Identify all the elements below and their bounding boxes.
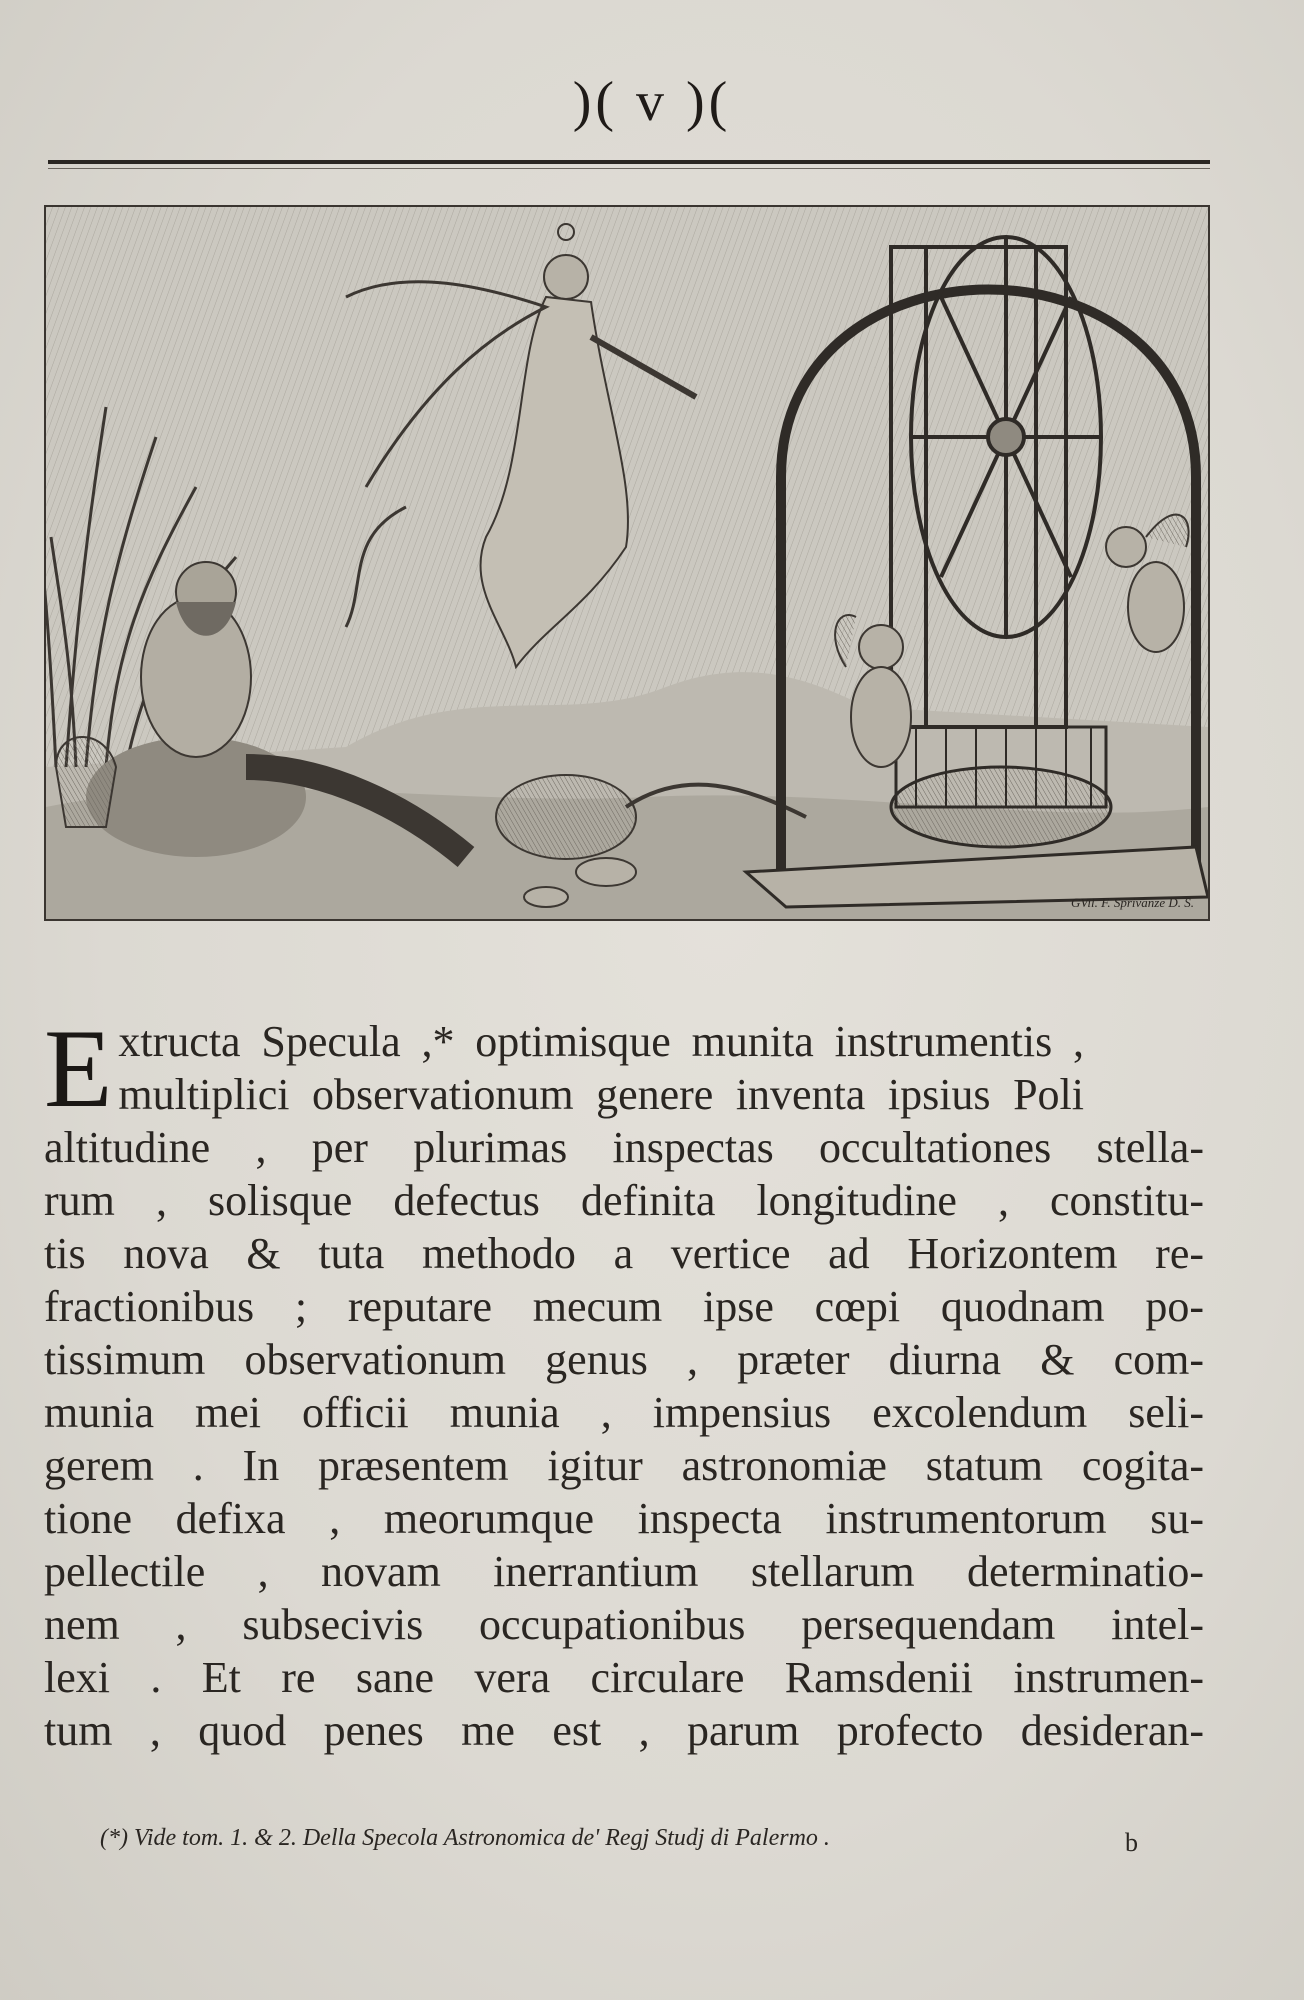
text-line: tissimum observationum genus , præter diurna & com- [44, 1335, 1204, 1384]
text-line: rum , solisque defectus definita longitudine , constitu- [44, 1176, 1204, 1225]
text-line: tis nova & tuta methodo a vertice ad Horizontem re- [44, 1229, 1204, 1278]
footnote: (*) Vide tom. 1. & 2. Della Specola Astronomica de' Regj Studj di Palermo . [100, 1825, 830, 1851]
text-line: munia mei officii munia , impensius excolendum seli- [44, 1388, 1204, 1437]
text-line: fractionibus ; reputare mecum ipse cœpi quodnam po- [44, 1282, 1204, 1331]
engraving-drawing [46, 207, 1208, 919]
text-line: nem , subsecivis occupationibus persequendam intel- [44, 1600, 1204, 1649]
engraver-signature: GVil. F. Sprivanze D. S. [1070, 895, 1194, 910]
text-line: altitudine , per plurimas inspectas occultationes stella- [44, 1123, 1204, 1172]
text-line: pellectile , novam inerrantium stellarum determinatio- [44, 1547, 1204, 1596]
body-text [44, 1007, 1214, 1757]
text-line: tione defixa , meorumque inspecta instrumentorum su- [44, 1494, 1204, 1543]
drop-cap: E [44, 1007, 113, 1131]
page-header: )( v )( [572, 71, 732, 133]
text-line-2: multiplici observationum genere inventa ipsius Poli [118, 1070, 1084, 1119]
engraving-illustration [44, 205, 1210, 921]
text-line-1: xtructa Specula ,* optimisque munita instrumentis , [118, 1017, 1084, 1066]
text-line: tum , quod penes me est , parum profecto desideran- [44, 1706, 1204, 1755]
signature-mark: b [1125, 1828, 1138, 1857]
text-line: lexi . Et re sane vera circulare Ramsdenii instrumen- [44, 1653, 1204, 1702]
text-line: gerem . In præsentem igitur astronomiæ statum cogita- [44, 1441, 1204, 1490]
header-rule-thin [48, 168, 1210, 169]
header-rule [48, 160, 1210, 164]
